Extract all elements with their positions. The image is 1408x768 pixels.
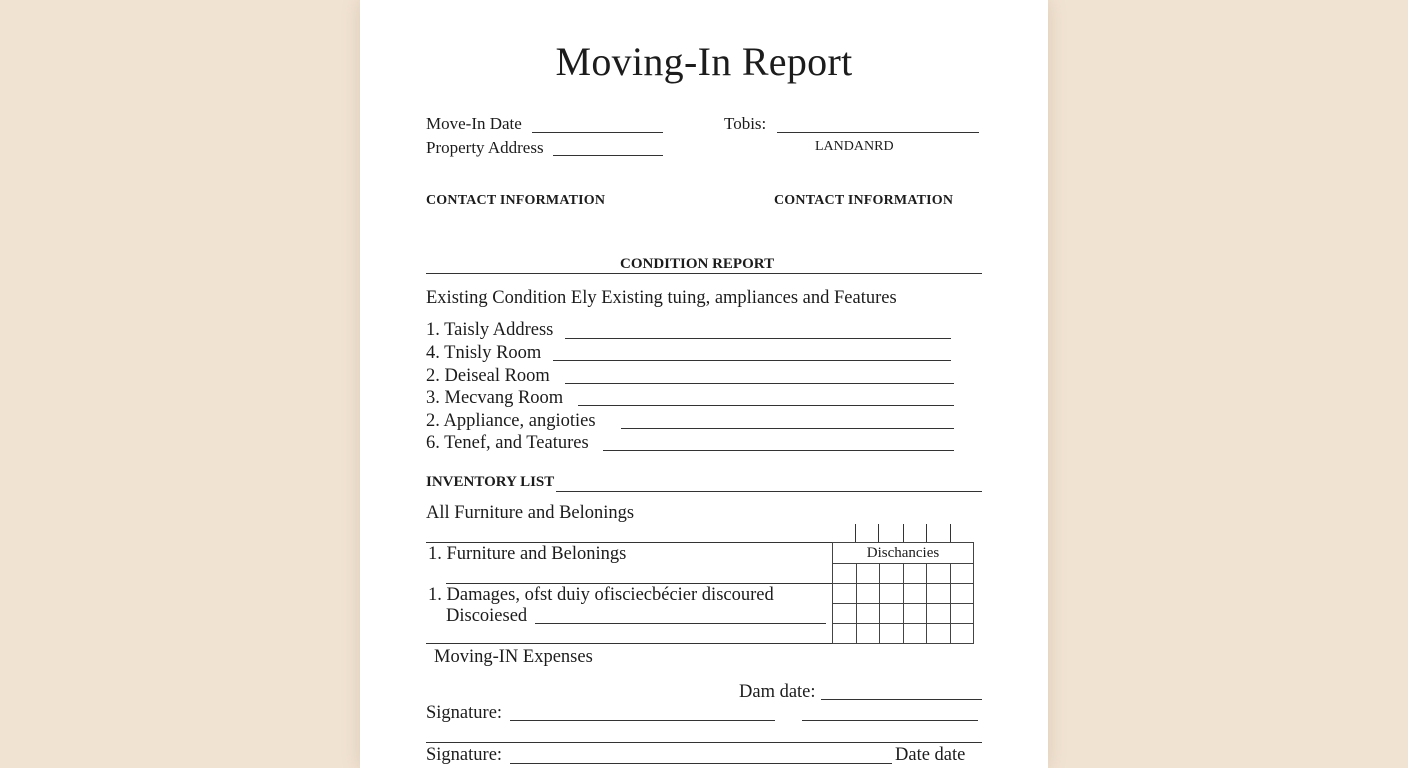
table-cell[interactable] [833,604,857,624]
table-cell[interactable] [856,624,880,644]
table-tick [950,524,951,542]
signature-2-date-label: Date date [895,745,966,765]
table-cell[interactable] [880,584,904,604]
table-cell[interactable] [927,604,951,624]
table-cell[interactable] [927,624,951,644]
dam-date-field[interactable] [821,699,982,700]
tobis-field[interactable] [777,132,979,133]
table-cell[interactable] [833,564,857,584]
inventory-bottom-rule [426,643,832,644]
condition-item-3: 2. Deiseal Room [426,366,550,386]
table-cell[interactable] [856,604,880,624]
signature-1-date-field[interactable] [802,720,978,721]
discrepancies-header: Dischancies [833,543,974,564]
moving-in-expenses-label: Moving-IN Expenses [434,647,593,667]
condition-heading: CONDITION REPORT [620,256,775,272]
condition-item-4-field[interactable] [578,405,954,406]
property-address-label: Property Address [426,138,544,157]
table-tick [878,524,879,542]
condition-item-5-field[interactable] [621,428,954,429]
table-row [833,604,974,624]
table-row [833,584,974,604]
table-cell[interactable] [950,604,974,624]
condition-item-4: 3. Mecvang Room [426,388,564,408]
table-cell[interactable] [903,584,927,604]
contact-info-right: CONTACT INFORMATION [774,193,954,208]
table-cell[interactable] [880,604,904,624]
table-cell[interactable] [950,584,974,604]
inventory-divider [556,491,982,492]
condition-item-6-field[interactable] [603,450,954,451]
signature-2-field[interactable] [510,763,892,764]
signature-1-label: Signature: [426,703,503,723]
inventory-item-1: 1. Furniture and Belonings [428,544,627,564]
condition-item-1: 1. Taisly Address [426,320,554,340]
report-page [360,0,1048,768]
page-title: Moving-In Report [555,39,853,84]
table-cell[interactable] [903,604,927,624]
inventory-item-2: 1. Damages, ofst duiy ofisciecbécier discoured [428,585,774,605]
table-cell[interactable] [927,564,951,584]
table-tick [855,524,856,542]
condition-item-3-field[interactable] [565,383,954,384]
inventory-item-2-field[interactable] [535,623,826,624]
table-row [833,624,974,644]
table-cell[interactable] [927,584,951,604]
table-row [833,564,974,584]
table-cell[interactable] [856,564,880,584]
signature-divider [426,742,982,743]
condition-item-2: 4. Tnisly Room [426,343,542,363]
inventory-intro: All Furniture and Belonings [426,503,635,523]
table-cell[interactable] [880,564,904,584]
condition-item-5: 2. Appliance, angioties [426,411,596,431]
move-in-date-label: Move-In Date [426,114,522,133]
table-cell[interactable] [903,624,927,644]
dam-date-label: Dam date: [739,682,816,702]
table-cell[interactable] [903,564,927,584]
condition-divider [426,273,982,274]
table-tick [926,524,927,542]
signature-1-field[interactable] [510,720,775,721]
inventory-item-1-field[interactable] [446,583,832,584]
inventory-top-rule [426,542,832,543]
condition-intro: Existing Condition Ely Existing tuing, ampliances and Features [426,288,897,308]
table-cell[interactable] [880,624,904,644]
landlord-label: LANDANRD [815,139,894,154]
table-tick [903,524,904,542]
inventory-item-2-cont: Discoiesed [446,606,528,626]
tobis-label: Tobis: [724,114,767,133]
table-cell[interactable] [950,624,974,644]
inventory-heading: INVENTORY LIST [426,474,555,490]
signature-2-label: Signature: [426,745,503,765]
condition-item-2-field[interactable] [553,360,951,361]
table-cell[interactable] [950,564,974,584]
condition-item-6: 6. Tenef, and Teatures [426,433,589,453]
discrepancies-table [832,542,974,644]
table-cell[interactable] [833,624,857,644]
contact-info-left: CONTACT INFORMATION [426,193,606,208]
condition-item-1-field[interactable] [565,338,951,339]
move-in-date-field[interactable] [532,132,663,133]
table-cell[interactable] [833,584,857,604]
table-cell[interactable] [856,584,880,604]
property-address-field[interactable] [553,155,663,156]
